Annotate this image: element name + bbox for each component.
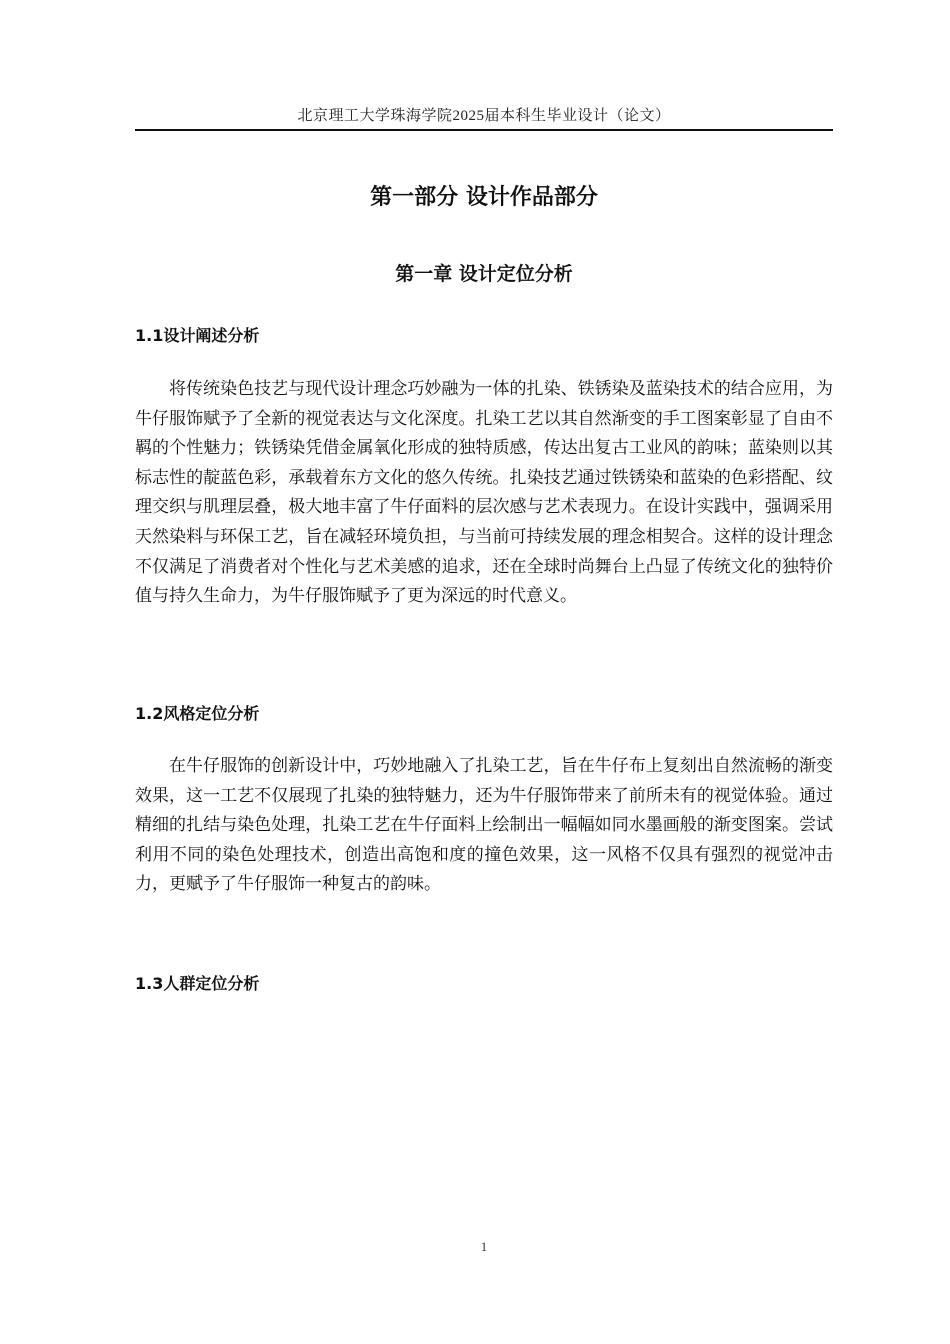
header-divider [135,129,833,131]
section-paragraph-1-2: 在牛仔服饰的创新设计中，巧妙地融入了扎染工艺，旨在牛仔布上复刻出自然流畅的渐变效果，这一工艺不仅展现了扎染的独特魅力，还为牛仔服饰带来了前所未有的视觉体验。通过精细的扎结与染色处理，扎染工艺在牛仔面料上绘制出一幅幅如同水墨画般的渐变图案。尝试利用不同的染色处理技术，创造出高饱和度的撞色效果，这一风格不仅具有强烈的视觉冲击力，更赋予了牛仔服饰一种复古的韵味。 [135,756,833,895]
section-paragraph-1-1: 将传统染色技艺与现代设计理念巧妙融为一体的扎染、铁锈染及蓝染技术的结合应用，为牛仔服饰赋予了全新的视觉表达与文化深度。扎染工艺以其自然渐变的手工图案彰显了自由不羁的个性魅力；铁锈染凭借金属氧化形成的独特质感，传达出复古工业风的韵味；蓝染则以其标志性的靛蓝色彩，承载着东方文化的悠久传统。扎染技艺通过铁锈染和蓝染的色彩搭配、纹理交织与肌理层叠，极大地丰富了牛仔面料的层次感与艺术表现力。在设计实践中，强调采用天然染料与环保工艺，旨在减轻环境负担，与当前可持续发展的理念相契合。这样的设计理念不仅满足了消费者对个性化与艺术美感的追求，还在全球时尚舞台上凸显了传统文化的独特价值与持久生命力，为牛仔服饰赋予了更为深远的时代意义。 [135,379,833,607]
running-header: 北京理工大学珠海学院2025届本科生毕业设计（论文） [297,108,671,124]
section-title-1-1: 1.1设计阐述分析 [135,326,260,345]
chapter-title: 第一章 设计定位分析 [395,263,573,285]
section-title-1-2: 1.2风格定位分析 [135,704,260,723]
part-title: 第一部分 设计作品部分 [370,185,598,210]
section-title-1-3: 1.3人群定位分析 [135,974,260,993]
page-number: 1 [480,1239,488,1254]
